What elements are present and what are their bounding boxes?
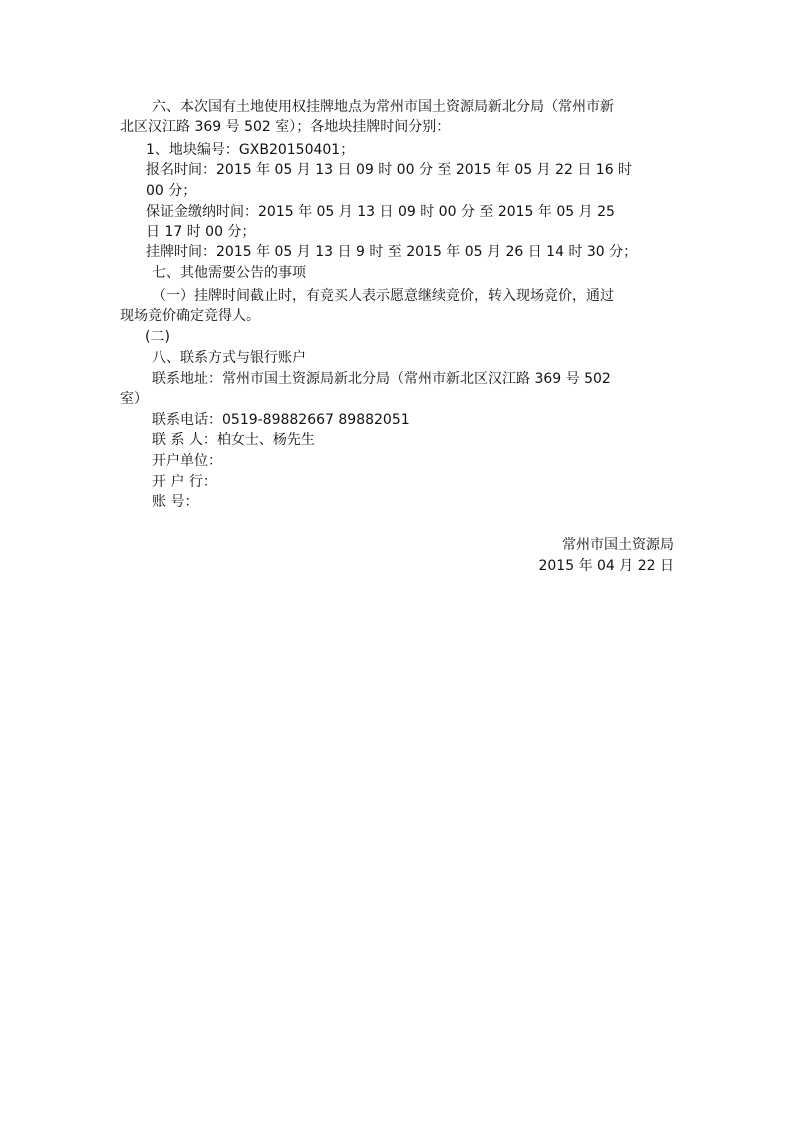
section8-heading: 八、联系方式与银行账户: [152, 350, 306, 366]
contact-address: 联系地址：常州市国土资源局新北分局（常州市新北区汉江路 369 号 502: [152, 371, 611, 387]
section6-line2: 北区汉江路 369 号 502 室）；各地块挂牌时间分别：: [120, 119, 451, 135]
deposit-time: 保证金缴纳时间：2015 年 05 月 13 日 09 时 00 分 至 2015 年 05 月 25: [146, 204, 615, 220]
registration-time: 报名时间：2015 年 05 月 13 日 09 时 00 分 至 2015 年 05 月 22 日 16 时: [146, 162, 633, 178]
section6-line1: 六、本次国有土地使用权挂牌地点为常州市国土资源局新北分局（常州市新: [152, 99, 614, 115]
contact-person: 联 系 人：柏女士、杨先生: [152, 432, 315, 448]
contact-address-cont: 室）: [120, 391, 148, 407]
signature-date: 2015 年 04 月 22 日: [538, 558, 674, 574]
plot-number: 1、地块编号：GXB20150401；: [146, 142, 355, 158]
signature-org: 常州市国土资源局: [562, 537, 674, 553]
deposit-time-cont: 日 17 时 00 分；: [146, 224, 256, 240]
section7-heading: 七、其他需要公告的事项: [152, 265, 306, 281]
bank-name: 开 户 行：: [152, 474, 217, 490]
registration-time-cont: 00 分；: [146, 183, 197, 199]
account-number: 账 号：: [152, 494, 199, 510]
listing-time: 挂牌时间：2015 年 05 月 13 日 9 时 至 2015 年 05 月 26 日 14 时 30 分；: [146, 244, 638, 260]
account-unit: 开户单位：: [152, 453, 222, 469]
section7-item2: (二): [145, 329, 170, 345]
section7-item1-line1: （一）挂牌时间截止时，有竞买人表示愿意继续竞价，转入现场竞价，通过: [152, 288, 614, 304]
contact-phone: 联系电话：0519-89882667 89882051: [152, 412, 410, 428]
section7-item1-line2: 现场竞价确定竞得人。: [120, 308, 260, 324]
